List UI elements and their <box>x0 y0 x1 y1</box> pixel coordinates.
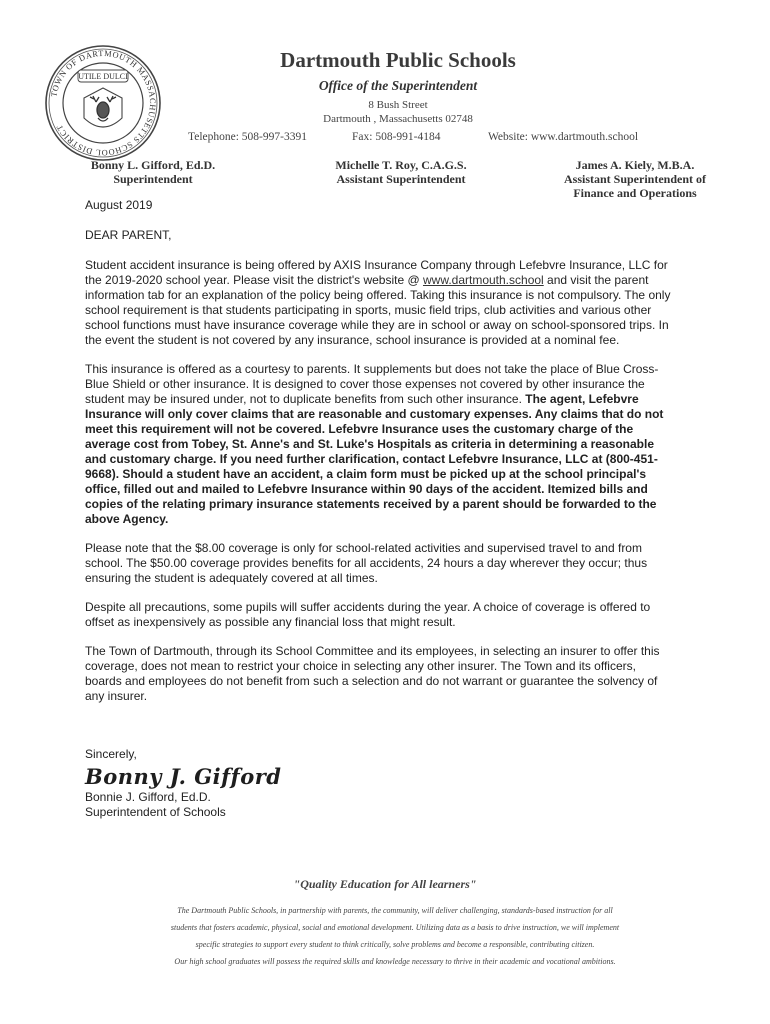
mission-line: students that fosters academic, physical, social and emotional development. Utilizing data as a basis to drive instruction, we will implement <box>170 923 620 932</box>
paragraph-precautions: Despite all precautions, some pupils will suffer accidents during the year. A choice of coverage is offered to offset as inexpensively as possible any financial loss that might result. <box>85 600 651 629</box>
official-name: Bonny L. Gifford, Ed.D. <box>90 158 216 172</box>
official-title: Assistant Superintendent <box>336 172 466 186</box>
district-title: Dartmouth Public Schools <box>280 48 516 72</box>
town-seal-logo <box>44 44 162 162</box>
official-superintendent <box>78 158 228 186</box>
official-title-line2: Finance and Operations <box>573 186 697 200</box>
district-website-link[interactable]: www.dartmouth.school <box>422 273 544 287</box>
telephone: Telephone: 508-997-3391 <box>188 131 307 143</box>
official-title: Superintendent <box>113 172 193 186</box>
official-assistant-superintendent <box>306 158 496 186</box>
handwritten-signature: Bonny J. Gifford <box>85 764 282 789</box>
salutation: DEAR PARENT, <box>85 228 172 242</box>
mission-line: specific strategies to support every student to think critically, solve problems and become a responsible, contributing citizen. <box>195 940 595 949</box>
intro-text-continued: and visit the parent information tab for an explanation of the policy being offered. Taking this insurance is not compulsory. The only school requirement is that students participating in sports, music field trips, club activities and various other school functions must have insurance coverage while they are in school or away on school-sponsored trips. In the event the student is not covered by any insurance, school insurance is provided at a nominal fee. <box>85 273 671 347</box>
website: Website: www.dartmouth.school <box>488 131 639 143</box>
district-motto: "Quality Education for All learners" <box>293 877 477 891</box>
paragraph-coverage <box>85 362 671 527</box>
paragraph-rates: Please note that the $8.00 coverage is only for school-related activities and supervised travel to and from school. The $50.00 coverage provides benefits for all accidents, 24 hours a day wherever they occur; thus ensuring the student is adequately covered at all times. <box>85 541 648 585</box>
official-name: James A. Kiely, M.B.A. <box>575 158 695 172</box>
intro-text: Student accident insurance is being offered by AXIS Insurance Company through Lefebvre Insurance, LLC for the 2019-2020 school year. Please visit the district's website @ <box>85 258 668 287</box>
mission-line: Our high school graduates will possess the required skills and knowledge necessary to thrive in their academic and vocational ambitions. <box>174 957 616 966</box>
coverage-text: This insurance is offered as a courtesy to parents. It supplements but does not take the place of Blue Cross-Blue Shield or other insurance. It is designed to cover those expenses not covered by other insurance the student may be insured under, not to duplicate benefits from such other insurance. <box>85 362 659 406</box>
seal-ribbon-text: UTILE DULCI <box>78 72 128 81</box>
signer-title: Superintendent of Schools <box>85 805 226 819</box>
paragraph-disclaimer: The Town of Dartmouth, through its School Committee and its employees, in selecting an insurer to offer this coverage, does not mean to restrict your choice in selecting any other insurer. The Town and its officers, boards and employees do not benefit from such a selection and do not warrant or guarantee the solvency of any insurer. <box>85 644 660 703</box>
paragraph-intro <box>85 258 671 348</box>
address-city: Dartmouth , Massachusetts 02748 <box>323 113 473 125</box>
signer-name: Bonnie J. Gifford, Ed.D. <box>85 790 211 804</box>
closing: Sincerely, <box>85 747 137 761</box>
stag-icon <box>90 96 116 121</box>
address-street: 8 Bush Street <box>368 99 428 111</box>
official-finance <box>540 158 730 200</box>
fax: Fax: 508-991-4184 <box>352 131 441 143</box>
coverage-claims-bold-text: The agent, Lefebvre Insurance will only cover claims that are reasonable and customary expenses. Any claims that do not meet this requirement will not be covered. Lefebvre Insurance uses the customary charge of the average cost from Tobey, St. Anne's and St. Luke's Hospitals as criteria in determining a reasonable and customary charge. If you need further clarification, contact Lefebvre Insurance, LLC at (800-451-9668). Should a student have an accident, a claim form must be picked up at the school principal's office, filled out and mailed to Lefebvre Insurance within 90 days of the accident. Itemized bills and copies of the relating primary insurance statements received by a parent should be forwarded to the above Agency. <box>85 392 664 526</box>
letter-body <box>85 198 671 718</box>
seal-arc-text: TOWN OF DARTMOUTH MASSACHUSETTS SCHOOL DISTRICT <box>49 48 158 158</box>
mission-line: The Dartmouth Public Schools, in partnership with parents, the community, will deliver challenging, standards-based instruction for all <box>177 906 613 915</box>
official-title: Assistant Superintendent of <box>563 172 707 186</box>
seal-graphic <box>44 44 162 162</box>
official-name: Michelle T. Roy, C.A.G.S. <box>335 158 467 172</box>
letter-date: August 2019 <box>85 198 153 212</box>
mission-statement <box>100 902 690 970</box>
office-name: Office of the Superintendent <box>318 78 478 93</box>
